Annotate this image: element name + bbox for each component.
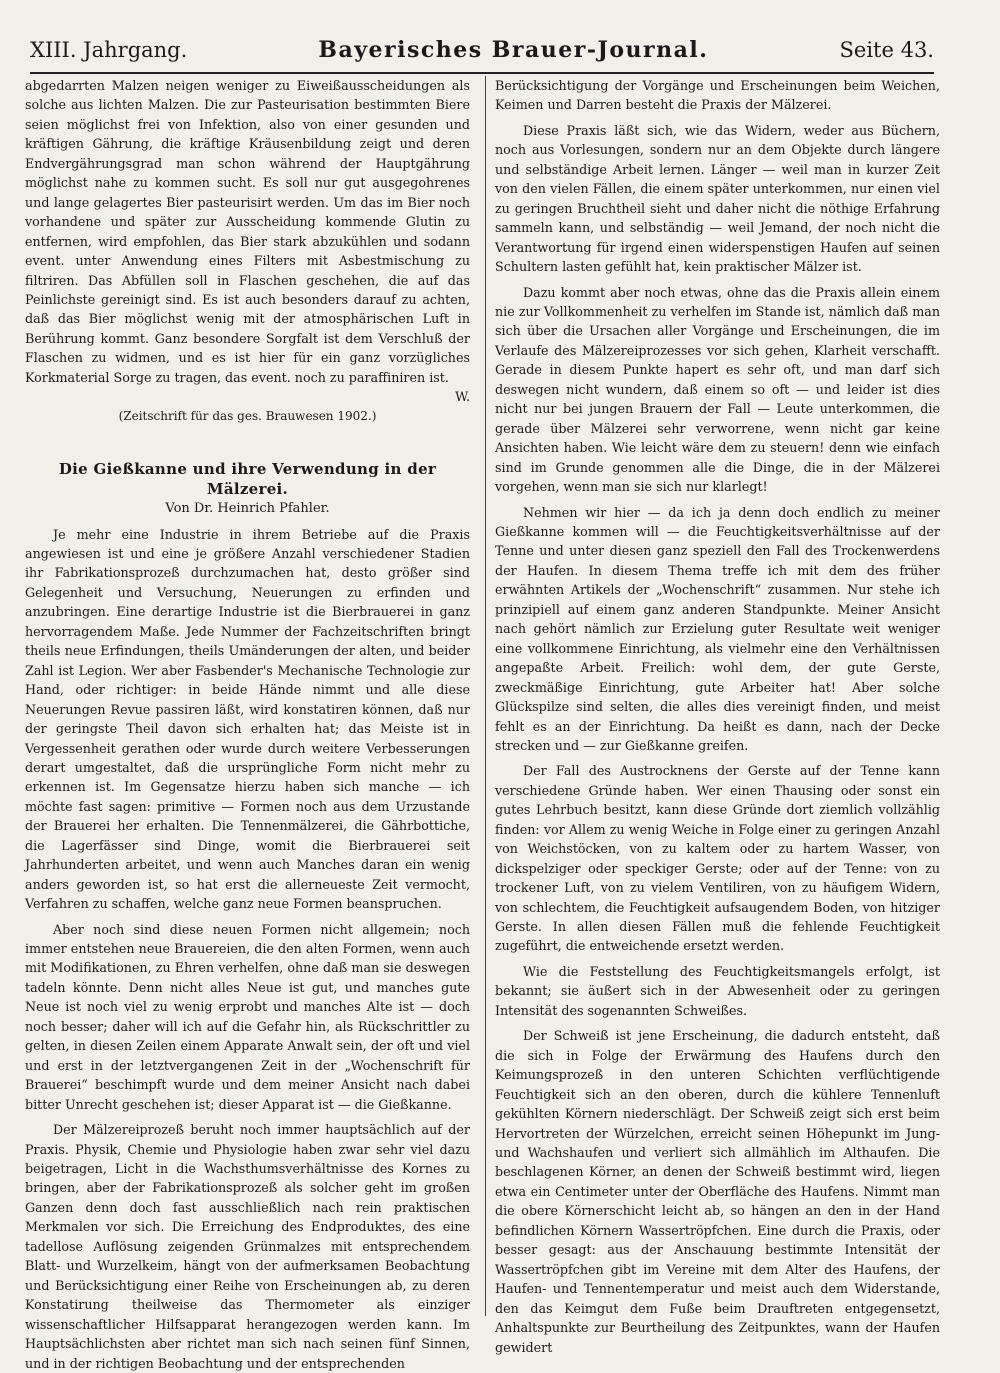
- body-paragraph: Nehmen wir hier — da ich ja denn doch endlich zu meiner Gießkanne kommen will — die Feuchtigkeitsverhältnisse auf der Tenne und unter diesen ganz speziell den Fall des Trockenwerdens der Haufen. In diesem Thema treffe ich mit dem des früher erwähnten Artikels der „Wochenschrift“ zusammen. Nur stehe ich prinzipiell auf einem ganz anderen Standpunkte. Meiner Ansicht nach gehört nämlich zur Erzielung guter Resultate weit weniger eine vollkommene Einrichtung, als vielmehr eine den Verhältnissen angepaßte Arbeit. Freilich: wohl dem, der gute Gerste, zweckmäßige Einrichtung, gute Arbeiter hat! Aber solche Glückspilze sind selten, die alles dies vereinigt finden, und meist fehlt es an der Einrichtung. Da heißt es dann, nach der Decke strecken und — zur Gießkanne greifen.: [495, 504, 940, 753]
- continued-paragraph: abgedarrten Malzen neigen weniger zu Eiweißausscheidungen als solche aus lichten Malzen. Die zur Pasteurisation bestimmten Biere seien möglichst frei von Infektion, also von einer gesunden und kräftigen Gährung, die kräftige Kräusenbildung zeigt und deren Endvergährungsgrad man schon während der Hauptgährung möglichst nahe zu kommen sucht. Es soll nur gut ausgegohrenes und lange gelagertes Bier pasteurisirt werden. Um das im Bier noch vorhandene und später zur Ausscheidung kommende Glutin zu entfernen, wird empfohlen, das Bier stark abzukühlen und sodann event. unter Anwendung eines Filters mit Asbestmischung zu filtriren. Das Abfüllen soll in Flaschen geschehen, die auf das Peinlichste gereinigt sind. Es ist auch besonders darauf zu achten, daß das Bier möglichst wenig mit der atmosphärischen Luft in Berührung kommt. Ganz besondere Sorgfalt ist dem Verschluß der Flaschen zu widmen, und es ist hier für ein ganz vorzügliches Korkmaterial Sorge zu tragen, das event. noch zu paraffiniren ist.: [25, 78, 470, 385]
- header-rule: [30, 72, 934, 74]
- left-column: [25, 76, 470, 1373]
- article-byline: Von Dr. Heinrich Pfahler.: [165, 501, 330, 517]
- body-paragraph: Diese Praxis läßt sich, wie das Widern, weder aus Büchern, noch aus Vorlesungen, sondern nur an dem Objekte durch längere und selbständige Arbeit lernen. Länger — weil man in kurzer Zeit von den vielen Fällen, die einem später unterkommen, nur einen viel zu geringen Bruchtheil sieht und daher nicht die nöthige Erfahrung sammeln kann, und selbständig — weil Jemand, der noch nicht die Verantwortung für irgend einen widerspenstigen Haufen auf seinen Schultern lasten gefühlt hat, kein praktischer Mälzer ist.: [495, 122, 940, 275]
- column-divider: [485, 76, 486, 1316]
- body-paragraph: Je mehr eine Industrie in ihrem Betriebe auf die Praxis angewiesen ist und eine je größere Anzahl verschiedener Stadien ihr Fabrikationsprozeß durchzumachen hat, desto größer sind Gelegenheit und Versuchung, Neuerungen zu erfinden und anzubringen. Eine derartige Industrie ist die Bierbrauerei in ganz hervorragendem Maße. Jede Nummer der Fachzeitschriften bringt theils neue Erfindungen, theils Umänderungen der alten, und beider Zahl ist Legion. Wer aber Fasbender's Mechanische Technologie zur Hand, oder richtiger: in beide Hände nimmt und alle diese Neuerungen Revue passiren läßt, wird konstatiren können, daß nur der geringste Theil davon sich erhalten hat; das Meiste ist in Vergessenheit gerathen oder wurde durch weitere Verbesserungen derart umgestaltet, daß die ursprüngliche Form nicht mehr zu erkennen ist. Im Gegensatze hierzu haben sich manche — ich möchte fast sagen: primitive — Formen noch aus dem Urzustande der Brauerei her erhalten. Die Tennenmälzerei, die Gährbottiche, die Lagerfässer sind Dinge, womit die Bierbrauerei seit Jahrhunderten arbeitet, und wenn auch Manches daran ein wenig anders geworden ist, so hat erst die allerneueste Zeit vermocht, Verfahren zu schaffen, welche ganz neue Formen beanspruchen.: [25, 526, 470, 912]
- article-title: Die Gießkanne und ihre Verwendung in der Mälzerei.: [58, 460, 437, 498]
- page-header: [30, 30, 934, 70]
- right-column: [495, 76, 940, 1357]
- journal-title: Bayerisches Brauer-Journal.: [318, 37, 709, 63]
- author-signature: W.: [455, 389, 470, 405]
- continued-paragraph: Berücksichtigung der Vorgänge und Erscheinungen beim Weichen, Keimen und Darren besteht die Praxis der Mälzerei.: [495, 78, 940, 113]
- page-number: Seite 43.: [839, 38, 934, 62]
- body-paragraph: Der Fall des Austrocknens der Gerste auf der Tenne kann verschiedene Gründe haben. Wer einen Thausing oder sonst ein gutes Lehrbuch besitzt, kann diese Gründe dort ziemlich vollzählig finden: vor Allem zu wenig Weiche in Folge einer zu geringen Anzahl von Weichstöcken, von zu kaltem oder zu hartem Wasser, von dickspelziger oder speckiger Gerste; oder auf der Tenne: von zu trockener Luft, von zu vielem Ventiliren, von zu häufigem Widern, von schlechtem, die Feuchtigkeit aufsaugendem Boden, von hitziger Gerste. In allen diesen Fällen muß die fehlende Feuchtigkeit zugeführt, die entweichende ersetzt werden.: [495, 763, 940, 954]
- body-paragraph: Dazu kommt aber noch etwas, ohne das die Praxis allein einem nie zur Vollkommenheit zu verhelfen im Stande ist, nämlich daß man sich über die Ursachen aller Vorgänge und Erscheinungen, die im Verlaufe des Mälzereiprozesses vor sich gehen, Klarheit verschafft. Gerade in diesem Punkte hapert es sehr oft, und man darf sich deswegen nicht wundern, daß einem so oft — und leider ist dies nicht nur bei jungen Brauern der Fall — Leute unterkommen, die gerade über Mälzerei sehr verworrene, wenn nicht gar keine Ansichten haben. Wie leicht wäre dem zu steuern! denn wie einfach sind im Grunde genommen alle die Dinge, die in der Mälzerei vorgehen, wenn man sie sich nur klarlegt!: [495, 284, 940, 495]
- body-paragraph: Wie die Feststellung des Feuchtigkeitsmangels erfolgt, ist bekannt; sie äußert sich in der Abwesenheit oder zu geringen Intensität des sogenannten Schweißes.: [495, 963, 940, 1018]
- source-citation: (Zeitschrift für das ges. Brauwesen 1902.): [118, 408, 377, 423]
- volume-label: XIII. Jahrgang.: [30, 38, 188, 62]
- body-paragraph: Der Schweiß ist jene Erscheinung, die dadurch entsteht, daß die sich in Folge der Erwärmung des Haufens durch den Keimungsprozeß in den unteren Schichten verflüchtigende Feuchtigkeit sich an den oberen, durch die kühlere Tennenluft gekühlten Körnern niederschlägt. Der Schweiß zeigt sich erst beim Hervortreten der Würzelchen, erreicht seinen Höhepunkt im Jung- und Wachshaufen und verliert sich allmählich im Althaufen. Die beschlagenen Körner, an denen der Schweiß bestimmt wird, liegen etwa ein Centimeter unter der Oberfläche des Haufens. Nimmt man die obere Körnerschicht leicht ab, so hängen an den in der Hand befindlichen Körnern Wassertröpfchen. Eine durch die Praxis, oder besser gesagt: aus der Anschauung bestimmte Intensität der Wassertröpfchen gibt im Vereine mit dem Alter des Haufens, der Haufen- und Tennentemperatur und meist auch dem Widerstande, den das Keimgut dem Fuße beim Drauftreten entgegensetzt, Anhaltspunkte zur Beurtheilung des Zeitpunktes, wann der Haufen gewidert: [495, 1028, 940, 1355]
- body-paragraph: Der Mälzereiprozeß beruht noch immer hauptsächlich auf der Praxis. Physik, Chemie und Physiologie haben zwar sehr viel dazu beigetragen, Licht in die Wachsthumsverhältnisse des Kornes zu bringen, aber der Fabrikationsprozeß als solcher geht im großen Ganzen denn doch fast ausschließlich nach rein praktischen Merkmalen vor sich. Die Erreichung des Endproduktes, des eine tadellose Auflösung zeigenden Grünmalzes mit entsprechendem Blatt- und Wurzelkeim, hängt von der aufmerksamen Beobachtung und Berücksichtigung einer Reihe von Erscheinungen ab, zu deren Konstatirung theilweise das Thermometer als einziger wissenschaftlicher Hilfsapparat herangezogen werden kann. Im Hauptsächlichsten aber richtet man sich nach seinen fünf Sinnen, und in der richtigen Beobachtung und der entsprechenden: [25, 1122, 470, 1371]
- body-paragraph: Aber noch sind diese neuen Formen nicht allgemein; noch immer entstehen neue Brauereien, die den alten Formen, wenn auch mit Modifikationen, zu Ehren verhelfen, ohne daß man sie deswegen tadeln könnte. Denn nicht alles Neue ist gut, und manches gute Neue ist noch viel zu wenig erprobt und manches Alte ist — doch noch besser; daher will ich auf die Gefahr hin, als Rückschrittler zu gelten, in diesen Zeilen einem Apparate Anwalt sein, der oft und viel und erst in der letztvergangenen Zeit in der „Wochenschrift für Brauerei“ beschimpft wurde und dem meiner Ansicht nach dabei bitter Unrecht geschehen ist; dieser Apparat ist — die Gießkanne.: [25, 921, 470, 1112]
